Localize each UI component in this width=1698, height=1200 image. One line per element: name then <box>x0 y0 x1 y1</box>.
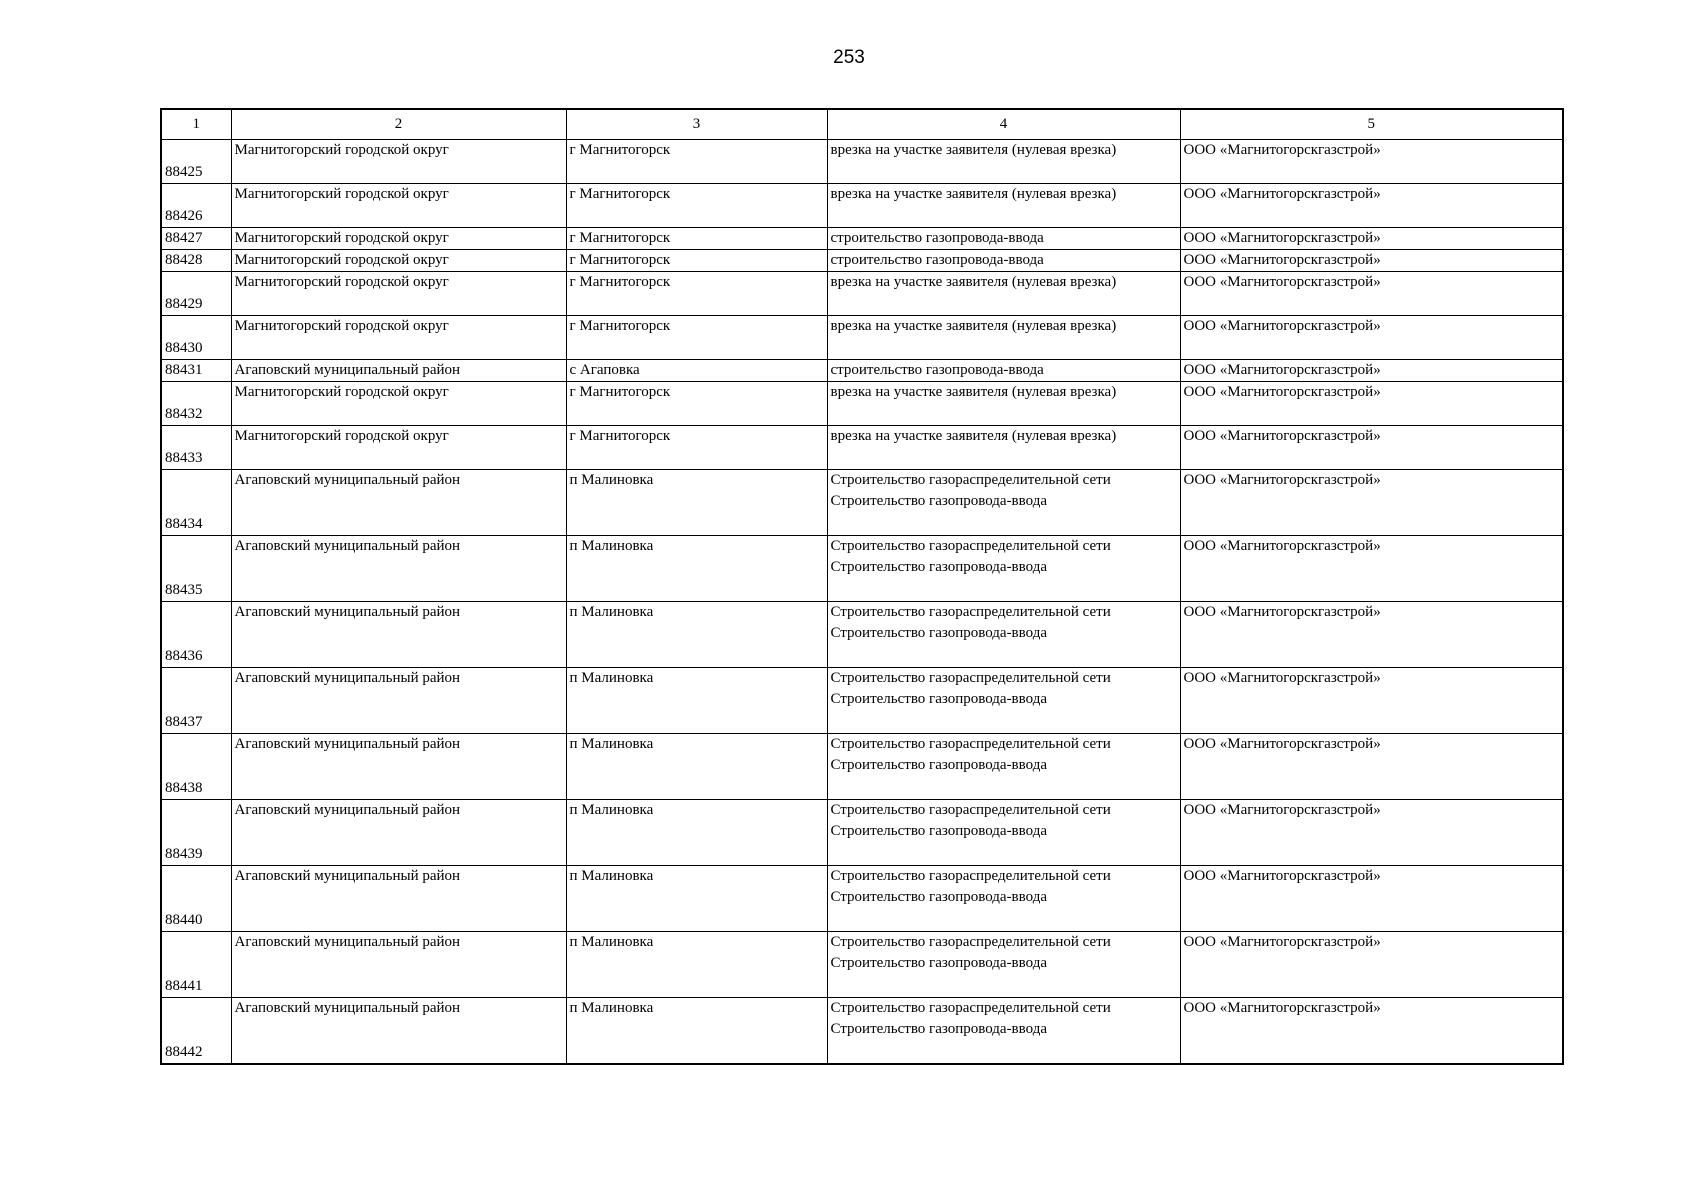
table-row <box>161 866 1563 932</box>
work-type-line: врезка на участке заявителя (нулевая врезка) <box>830 186 1117 202</box>
work-type-line: Строительство газопровода-ввода <box>830 1021 1047 1037</box>
work-type-line: Строительство газопровода-ввода <box>830 493 1047 509</box>
table-row <box>161 470 1563 536</box>
column-header-5: 5 <box>1180 109 1563 140</box>
organization-cell: ООО «Магнитогорскгазстрой» <box>1180 998 1563 1065</box>
organization-cell: ООО «Магнитогорскгазстрой» <box>1180 316 1563 360</box>
district-cell: Агаповский муниципальный район <box>231 998 566 1065</box>
district-cell: Магнитогорский городской округ <box>231 316 566 360</box>
work-type-cell <box>827 426 1180 470</box>
row-number-cell: 88426 <box>161 184 231 228</box>
row-number-cell: 88438 <box>161 734 231 800</box>
work-type-cell <box>827 668 1180 734</box>
work-type-line: строительство газопровода-ввода <box>830 252 1044 268</box>
row-number-cell: 88442 <box>161 998 231 1065</box>
district-cell: Магнитогорский городской округ <box>231 140 566 184</box>
work-type-line: Строительство газопровода-ввода <box>830 757 1047 773</box>
work-type-cell <box>827 228 1180 250</box>
row-number-cell: 88428 <box>161 250 231 272</box>
settlement-cell: п Малиновка <box>566 668 827 734</box>
work-type-line: Строительство газораспределительной сети <box>830 934 1111 950</box>
work-type-cell <box>827 250 1180 272</box>
column-header-3: 3 <box>566 109 827 140</box>
work-type-cell <box>827 932 1180 998</box>
work-type-cell <box>827 360 1180 382</box>
row-number-cell: 88435 <box>161 536 231 602</box>
district-cell: Агаповский муниципальный район <box>231 932 566 998</box>
work-type-line: Строительство газопровода-ввода <box>830 823 1047 839</box>
work-type-cell <box>827 470 1180 536</box>
organization-cell: ООО «Магнитогорскгазстрой» <box>1180 228 1563 250</box>
work-type-cell <box>827 184 1180 228</box>
table-row <box>161 228 1563 250</box>
settlement-cell: п Малиновка <box>566 470 827 536</box>
organization-cell: ООО «Магнитогорскгазстрой» <box>1180 360 1563 382</box>
work-type-line: Строительство газораспределительной сети <box>830 736 1111 752</box>
settlement-cell: п Малиновка <box>566 998 827 1065</box>
work-type-cell <box>827 998 1180 1065</box>
district-cell: Агаповский муниципальный район <box>231 602 566 668</box>
settlement-cell: г Магнитогорск <box>566 426 827 470</box>
settlement-cell: г Магнитогорск <box>566 184 827 228</box>
row-number-cell: 88440 <box>161 866 231 932</box>
organization-cell: ООО «Магнитогорскгазстрой» <box>1180 602 1563 668</box>
work-type-line: строительство газопровода-ввода <box>830 230 1044 246</box>
work-type-line: строительство газопровода-ввода <box>830 362 1044 378</box>
table-row <box>161 360 1563 382</box>
table-row <box>161 998 1563 1065</box>
table-row <box>161 932 1563 998</box>
district-cell: Магнитогорский городской округ <box>231 382 566 426</box>
organization-cell: ООО «Магнитогорскгазстрой» <box>1180 536 1563 602</box>
organization-cell: ООО «Магнитогорскгазстрой» <box>1180 426 1563 470</box>
table-row <box>161 602 1563 668</box>
organization-cell: ООО «Магнитогорскгазстрой» <box>1180 470 1563 536</box>
column-header-2: 2 <box>231 109 566 140</box>
work-type-cell <box>827 602 1180 668</box>
settlement-cell: п Малиновка <box>566 800 827 866</box>
organization-cell: ООО «Магнитогорскгазстрой» <box>1180 250 1563 272</box>
row-number-cell: 88434 <box>161 470 231 536</box>
organization-cell: ООО «Магнитогорскгазстрой» <box>1180 932 1563 998</box>
table-row <box>161 734 1563 800</box>
header-row <box>161 109 1563 140</box>
settlement-cell: г Магнитогорск <box>566 272 827 316</box>
settlement-cell: п Малиновка <box>566 536 827 602</box>
district-cell: Магнитогорский городской округ <box>231 228 566 250</box>
column-header-4: 4 <box>827 109 1180 140</box>
district-cell: Агаповский муниципальный район <box>231 668 566 734</box>
district-cell: Агаповский муниципальный район <box>231 470 566 536</box>
row-number-cell: 88433 <box>161 426 231 470</box>
settlement-cell: г Магнитогорск <box>566 228 827 250</box>
settlement-cell: г Магнитогорск <box>566 140 827 184</box>
work-type-line: Строительство газораспределительной сети <box>830 604 1111 620</box>
work-type-cell <box>827 536 1180 602</box>
work-type-line: Строительство газопровода-ввода <box>830 955 1047 971</box>
settlement-cell: г Магнитогорск <box>566 382 827 426</box>
district-cell: Агаповский муниципальный район <box>231 734 566 800</box>
work-type-cell <box>827 316 1180 360</box>
work-type-cell <box>827 734 1180 800</box>
work-type-line: Строительство газораспределительной сети <box>830 1000 1111 1016</box>
table-row <box>161 536 1563 602</box>
district-cell: Магнитогорский городской округ <box>231 250 566 272</box>
settlement-cell: п Малиновка <box>566 866 827 932</box>
district-cell: Магнитогорский городской округ <box>231 272 566 316</box>
work-type-line: врезка на участке заявителя (нулевая врезка) <box>830 142 1117 158</box>
row-number-cell: 88427 <box>161 228 231 250</box>
work-type-line: Строительство газораспределительной сети <box>830 538 1111 554</box>
work-type-cell <box>827 272 1180 316</box>
table-row <box>161 184 1563 228</box>
work-type-line: Строительство газораспределительной сети <box>830 868 1111 884</box>
district-cell: Магнитогорский городской округ <box>231 184 566 228</box>
district-cell: Магнитогорский городской округ <box>231 426 566 470</box>
district-cell: Агаповский муниципальный район <box>231 536 566 602</box>
work-type-line: Строительство газораспределительной сети <box>830 802 1111 818</box>
work-type-cell <box>827 800 1180 866</box>
organization-cell: ООО «Магнитогорскгазстрой» <box>1180 272 1563 316</box>
table-row <box>161 272 1563 316</box>
work-type-line: Строительство газопровода-ввода <box>830 559 1047 575</box>
row-number-cell: 88430 <box>161 316 231 360</box>
work-type-line: врезка на участке заявителя (нулевая врезка) <box>830 274 1117 290</box>
district-cell: Агаповский муниципальный район <box>231 800 566 866</box>
row-number-cell: 88437 <box>161 668 231 734</box>
settlement-cell: п Малиновка <box>566 734 827 800</box>
organization-cell: ООО «Магнитогорскгазстрой» <box>1180 140 1563 184</box>
table-body <box>161 140 1563 1065</box>
organization-cell: ООО «Магнитогорскгазстрой» <box>1180 800 1563 866</box>
table-row <box>161 382 1563 426</box>
organization-cell: ООО «Магнитогорскгазстрой» <box>1180 668 1563 734</box>
settlement-cell: г Магнитогорск <box>566 250 827 272</box>
district-cell: Агаповский муниципальный район <box>231 360 566 382</box>
row-number-cell: 88436 <box>161 602 231 668</box>
column-header-1: 1 <box>161 109 231 140</box>
table-row <box>161 800 1563 866</box>
table-row <box>161 426 1563 470</box>
organization-cell: ООО «Магнитогорскгазстрой» <box>1180 184 1563 228</box>
registry-table <box>160 108 1564 1065</box>
settlement-cell: п Малиновка <box>566 932 827 998</box>
organization-cell: ООО «Магнитогорскгазстрой» <box>1180 734 1563 800</box>
district-cell: Агаповский муниципальный район <box>231 866 566 932</box>
work-type-line: врезка на участке заявителя (нулевая врезка) <box>830 428 1117 444</box>
row-number-cell: 88431 <box>161 360 231 382</box>
row-number-cell: 88425 <box>161 140 231 184</box>
row-number-cell: 88429 <box>161 272 231 316</box>
row-number-cell: 88432 <box>161 382 231 426</box>
organization-cell: ООО «Магнитогорскгазстрой» <box>1180 382 1563 426</box>
work-type-cell <box>827 866 1180 932</box>
work-type-line: врезка на участке заявителя (нулевая врезка) <box>830 318 1117 334</box>
settlement-cell: г Магнитогорск <box>566 316 827 360</box>
work-type-line: врезка на участке заявителя (нулевая врезка) <box>830 384 1117 400</box>
settlement-cell: с Агаповка <box>566 360 827 382</box>
page-number: 253 <box>833 47 865 68</box>
work-type-line: Строительство газораспределительной сети <box>830 472 1111 488</box>
work-type-cell <box>827 382 1180 426</box>
table-row <box>161 316 1563 360</box>
work-type-line: Строительство газораспределительной сети <box>830 670 1111 686</box>
table-row <box>161 668 1563 734</box>
work-type-line: Строительство газопровода-ввода <box>830 889 1047 905</box>
row-number-cell: 88441 <box>161 932 231 998</box>
table-row <box>161 140 1563 184</box>
work-type-cell <box>827 140 1180 184</box>
table-row <box>161 250 1563 272</box>
work-type-line: Строительство газопровода-ввода <box>830 625 1047 641</box>
organization-cell: ООО «Магнитогорскгазстрой» <box>1180 866 1563 932</box>
work-type-line: Строительство газопровода-ввода <box>830 691 1047 707</box>
row-number-cell: 88439 <box>161 800 231 866</box>
settlement-cell: п Малиновка <box>566 602 827 668</box>
